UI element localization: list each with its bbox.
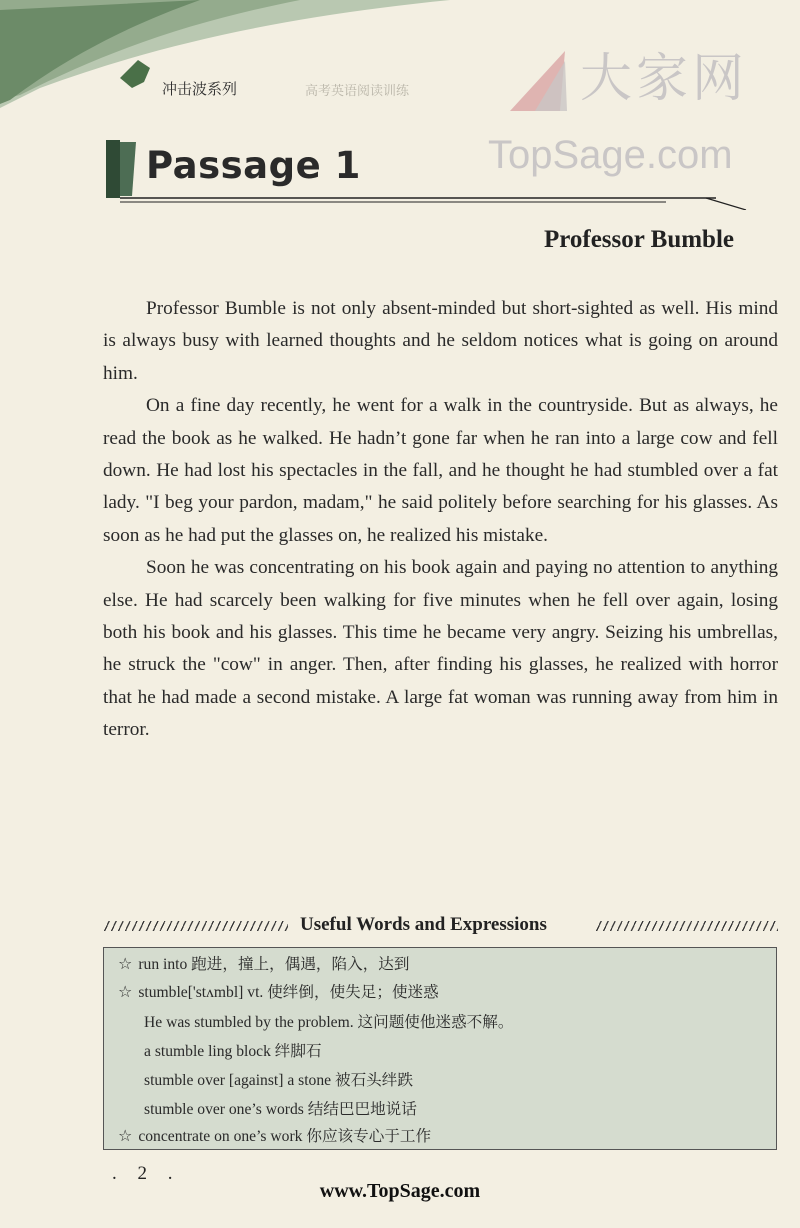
topsage-logo-icon — [505, 46, 575, 116]
page-number: . 2 . — [112, 1163, 181, 1184]
passage-label: Passage 1 — [146, 144, 361, 187]
passage-body — [103, 293, 778, 747]
vocab-entry: ☆ run into 跑进，撞上，偶遇，陷入，达到 — [118, 954, 410, 973]
paragraph-2: On a fine day recently, he went for a walk in the countryside. But as always, he read the book as he walked. He hadn’t gone far when he ran into a large cow and fell down. He had lost his spectacles in the fall, and he thought he had stumbled over a fat lady. "I beg your pardon, madam," he said politely before searching for his glasses. As soon as he had put the glasses on, he realized his mistake. — [103, 395, 778, 546]
faint-header-text: 高考英语阅读训练 — [305, 84, 410, 99]
star-icon: ☆ — [118, 954, 133, 973]
vocab-heading: Useful Words and Expressions — [300, 914, 547, 935]
leaf-icon — [120, 60, 150, 88]
star-icon: ☆ — [118, 982, 133, 1001]
paragraph-3: Soon he was concentrating on his book again and paying no attention to anything else. He had scarcely been walking for five minutes when he fell over again, losing both his book and his glasses. This time he became very angry. Seizing his umbrellas, he struck the "cow" in anger. Then, after finding his glasses, he realized with horror that he had made a second mistake. A large fat woman was running away from him in terror. — [103, 557, 778, 741]
hatch-left — [103, 921, 288, 931]
vocab-box — [103, 947, 777, 1150]
vocab-entry: ☆ stumble['stʌmbl] vt. 使绊倒，使失足；使迷惑 — [118, 982, 439, 1001]
vocab-entry: ☆ concentrate on one’s work 你应该专心于工作 — [118, 1126, 432, 1145]
watermark-logo-cn: 大家网 — [580, 49, 749, 109]
vocab-heading-row — [103, 912, 778, 940]
site-url: www.TopSage.com — [319, 1180, 481, 1202]
vocab-example: stumble over one’s words 结结巴巴地说话 — [144, 1101, 417, 1118]
hatch-right — [595, 921, 778, 931]
vocab-example: stumble over [against] a stone 被石头绊跌 — [144, 1072, 413, 1089]
paragraph-1: Professor Bumble is not only absent-minded but short-sighted as well. His mind is always busy with learned thoughts and he seldom notices what is going on around him. — [103, 298, 778, 384]
watermark-logo-en: TopSage.com — [488, 133, 733, 177]
series-label: 冲击波系列 — [162, 80, 238, 98]
story-title: Professor Bumble — [543, 226, 734, 253]
vocab-example: He was stumbled by the problem. 这问题使他迷惑不解。 — [144, 1014, 514, 1031]
vocab-example: a stumble ling block 绊脚石 — [144, 1043, 322, 1060]
star-icon: ☆ — [118, 1126, 133, 1145]
